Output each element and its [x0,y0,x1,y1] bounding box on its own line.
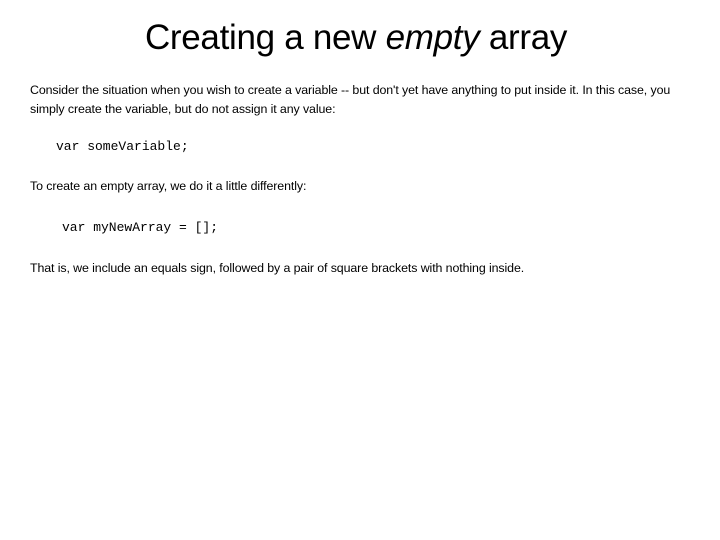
code-empty-array: var myNewArray = []; [62,220,219,235]
title-text-end: array [479,18,568,57]
intro-paragraph: Consider the situation when you wish to create a variable -- but don't yet have anything to put inside it. In this case, you simply create the variable, but do not assign it any value: [30,83,671,116]
slide-title [0,16,712,60]
array-paragraph: To create an empty array, we do it a little differently: [30,179,307,193]
title-text-start: Creating a new [144,18,386,57]
code-declaration: var someVariable; [56,139,189,154]
title-emphasis: empty [385,18,480,57]
explanation-paragraph: That is, we include an equals sign, followed by a pair of square brackets with nothing inside. [30,261,525,275]
